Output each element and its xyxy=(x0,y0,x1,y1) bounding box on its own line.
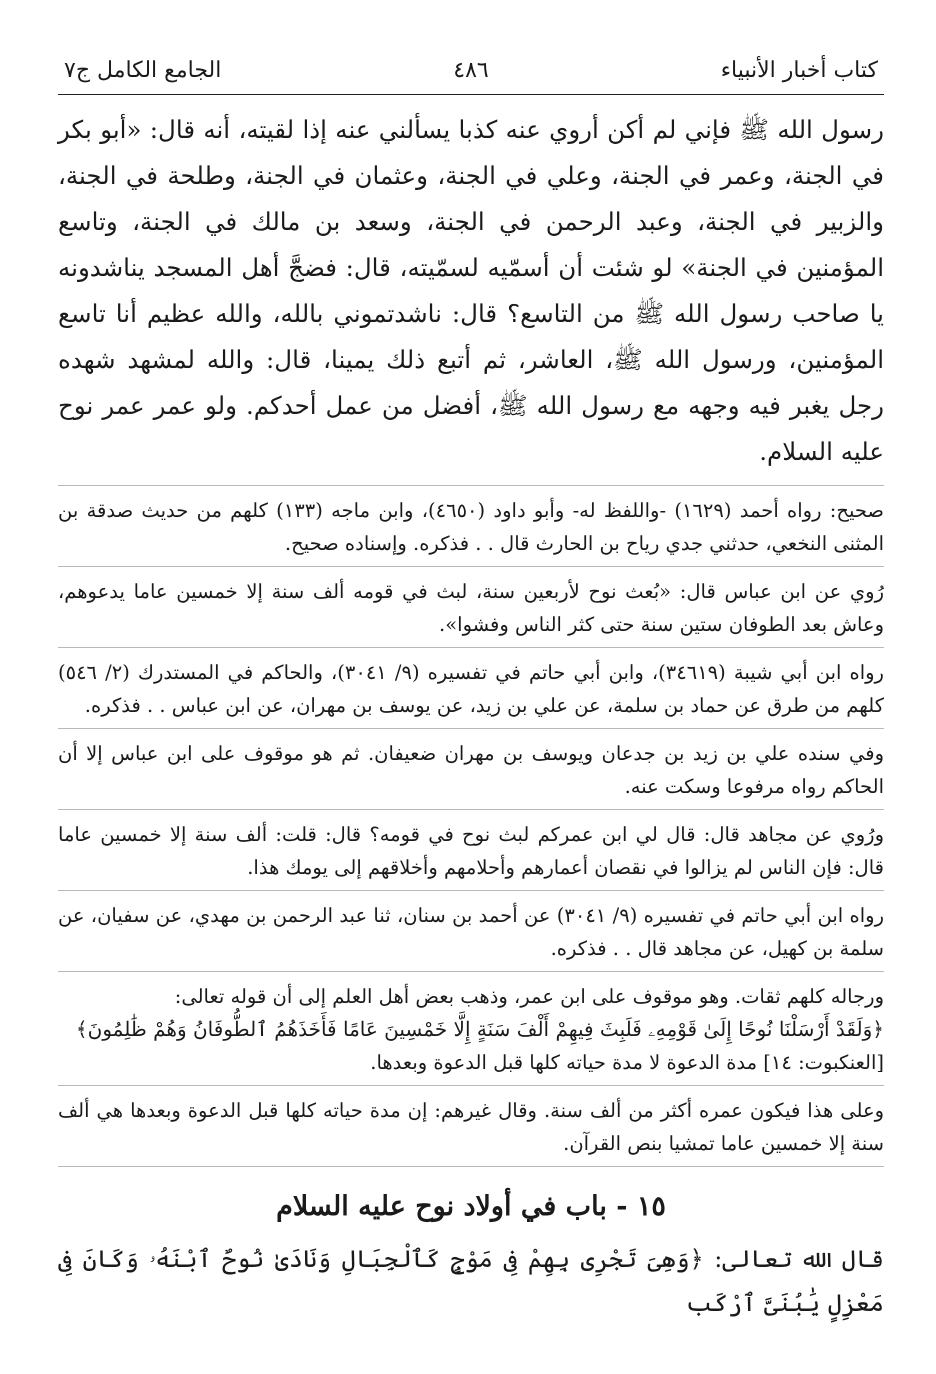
note-quran-after: [العنكبوت: ١٤] مدة الدعوة لا مدة حياته كلها قبل الدعوة وبعدها. xyxy=(370,1051,884,1074)
note-item xyxy=(58,567,884,648)
note-item-quran xyxy=(58,972,884,1086)
note-quran-intro: ورجاله كلهم ثقات. وهو موقوف على ابن عمر، وذهب بعض أهل العلم إلى أن قوله تعالى: xyxy=(174,985,884,1008)
quran-verse: ﴿وَلَقَدْ أَرْسَلْنَا نُوحًا إِلَىٰ قَوْمِهِۦ فَلَبِثَ فِيهِمْ أَلْفَ سَنَةٍ إِلَّا خَمْسِينَ عَامًا فَأَخَذَهُمُ ٱلطُّوفَانُ وَهُمْ ظَٰلِمُونَ﴾ xyxy=(75,1017,884,1041)
collection-title: الجامع الكامل ج٧ xyxy=(64,58,222,83)
note-text: وعلى هذا فيكون عمره أكثر من ألف سنة. وقال غيرهم: إن مدة حياته كلها قبل الدعوة وبعدها هي ألف سنة إلا خمسين عاما تمشيا بنص القرآن. xyxy=(58,1099,884,1155)
note-item xyxy=(58,891,884,972)
page-number: ٤٨٦ xyxy=(453,58,489,83)
note-text: رواه ابن أبي شيبة (٣٤٦١٩)، وابن أبي حاتم في تفسيره (٩/ ٣٠٤١)، والحاكم في المستدرك (٢/ ٥٤٦) كلهم من طرق عن حماد بن سلمة، عن علي بن زيد، عن يوسف بن مهران، عن ابن عباس . . فذكره. xyxy=(58,661,884,717)
page-header xyxy=(58,58,884,95)
main-paragraph: رسول الله ﷺ فإني لم أكن أروي عنه كذبا يسألني عنه إذا لقيته، أنه قال: «أبو بكر في الجنة، وعمر في الجنة، وعلي في الجنة، وعثمان في الجنة، وطلحة في الجنة، والزبير في الجنة، وعبد الرحمن في الجنة، وسعد بن مالك في الجنة، وتاسع المؤمنين في الجنة» لو شئت أن أسمّيه لسمّيته، قال: فضجَّ أهل المسجد يناشدونه يا صاحب رسول الله ﷺ من التاسع؟ قال: ناشدتموني بالله، والله عظيم أنا تاسع المؤمنين، ورسول الله ﷺ، العاشر، ثم أتبع ذلك يمينا، قال: والله لمشهد شهده رجل يغبر فيه وجهه مع رسول الله ﷺ، أفضل من عمل أحدكم. ولو عمر عمر نوح عليه السلام. xyxy=(58,115,884,466)
note-text: وفي سنده علي بن زيد بن جدعان ويوسف بن مهران ضعيفان. ثم هو موقوف على ابن عباس إلا أن الحاكم رواه مرفوعا وسكت عنه. xyxy=(58,742,884,798)
opening-verse: ﴿وَهِىَ تَجْرِى بِهِمْ فِى مَوْجٍ كَٱلْجِبَالِ وَنَادَىٰ نُوحٌ ٱبْنَهُۥ وَكَانَ فِى مَعْزِلٍ يَٰبُنَىَّ ٱرْكَب xyxy=(58,1245,884,1317)
note-item xyxy=(58,729,884,810)
note-item xyxy=(58,1086,884,1167)
notes-section xyxy=(58,485,884,1167)
chapter-opening-line xyxy=(58,1237,884,1325)
note-text: ورُوي عن مجاهد قال: قال لي ابن عمركم لبث نوح في قومه؟ قال: قلت: ألف سنة إلا خمسين عاما قال: فإن الناس لم يزالوا في نقصان أعمارهم وأحلامهم وأخلاقهم إلى يومك هذا. xyxy=(58,823,884,879)
note-text: رُوي عن ابن عباس قال: «بُعث نوح لأربعين سنة، لبث في قومه ألف سنة إلا خمسين عاما يدعوهم، وعاش بعد الطوفان ستين سنة حتى كثر الناس وفشوا». xyxy=(58,580,884,636)
opening-intro: قال الله تعالى: xyxy=(714,1245,884,1273)
note-item xyxy=(58,810,884,891)
note-item xyxy=(58,648,884,729)
note-item xyxy=(58,485,884,567)
main-text-block xyxy=(58,107,884,475)
note-text: صحيح: رواه أحمد (١٦٢٩) -واللفظ له- وأبو داود (٤٦٥٠)، وابن ماجه (١٣٣) كلهم من حديث صدقة بن المثنى النخعي، حدثني جدي رياح بن الحارث قال . . فذكره. وإسناده صحيح. xyxy=(58,499,884,555)
note-text: رواه ابن أبي حاتم في تفسيره (٩/ ٣٠٤١) عن أحمد بن سنان، ثنا عبد الرحمن بن مهدي، عن سفيان، عن سلمة بن كهيل، عن مجاهد قال . . فذكره. xyxy=(58,904,885,960)
book-title: كتاب أخبار الأنبياء xyxy=(720,58,878,83)
chapter-title: ١٥ - باب في أولاد نوح عليه السلام xyxy=(276,1191,666,1222)
